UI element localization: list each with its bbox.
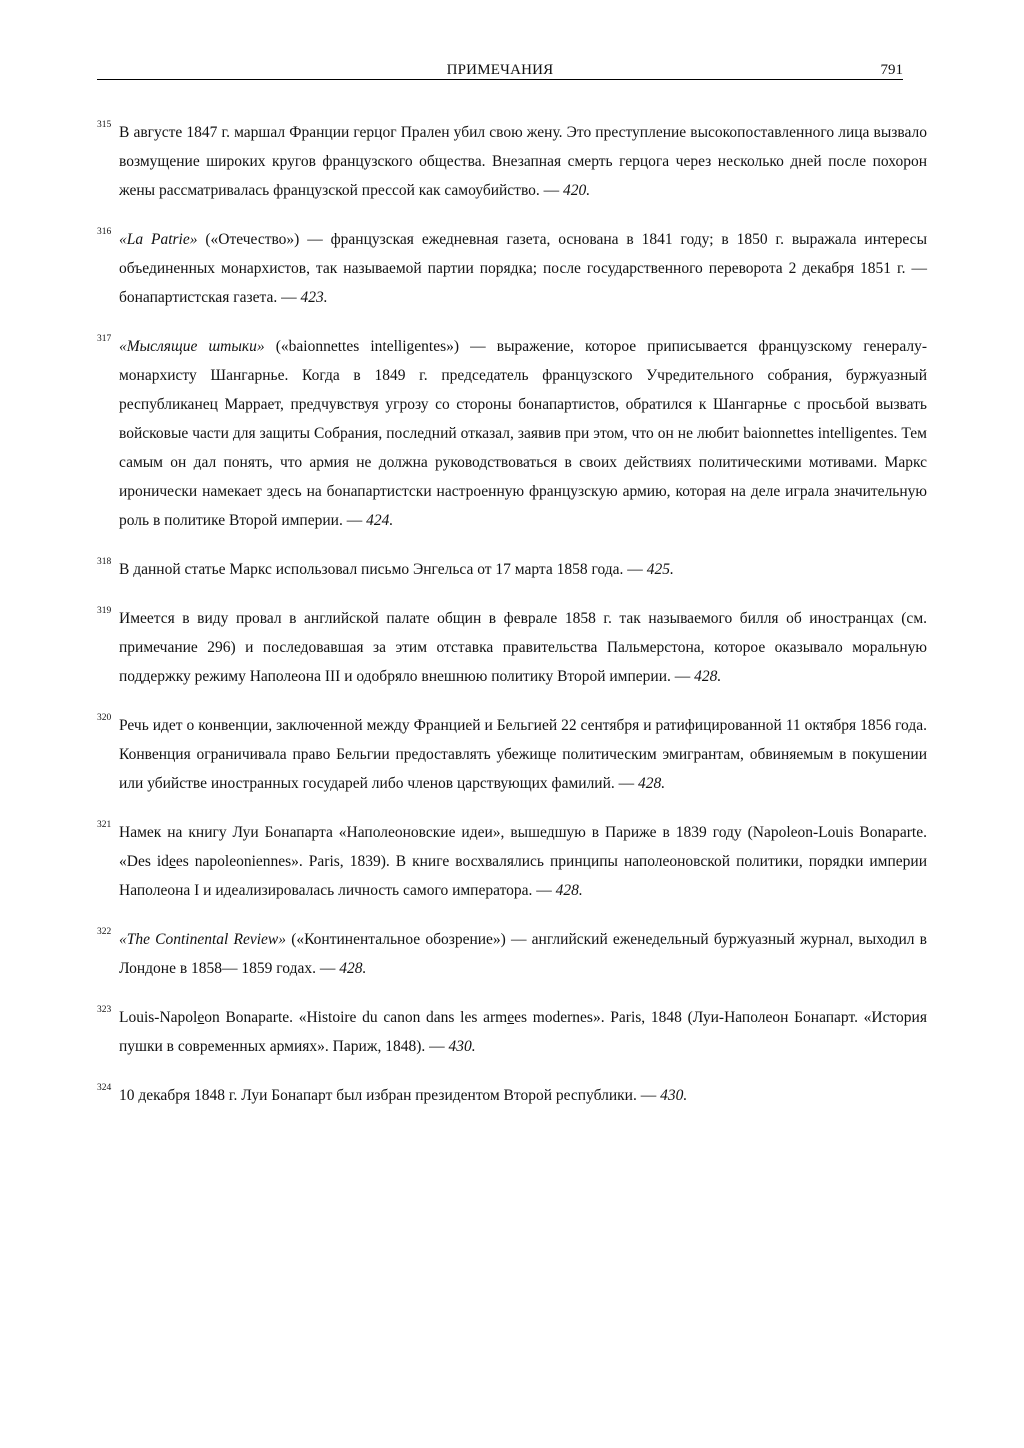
note-emphasis: 428. — [339, 960, 367, 977]
note-item — [97, 332, 927, 535]
note-text: В августе 1847 г. маршал Франции герцог Прален убил свою жену. Это преступление высокопоставленного лица вызвало возмущение широких кругов французского общества. Внезапная смерть герцога через несколько дней после похорон жены рассматривалась французской прессой как самоубийство. — — [119, 124, 927, 199]
note-text: on Bonaparte. «Histoire du canon dans les arm — [204, 1009, 508, 1026]
note-emphasis: 430. — [660, 1087, 688, 1104]
note-emphasis: 423. — [300, 289, 328, 306]
running-header — [97, 60, 903, 80]
note-number: 320 — [97, 713, 112, 723]
note-emphasis: 430. — [448, 1038, 476, 1055]
note-text: («Отечество») — французская ежедневная газета, основана в 1841 году; в 1850 г. выражала интересы объединенных монархистов, так называемой партии порядка; после государственного переворота 2 декабря 1851 г. — бонапартистская газета. — — [119, 231, 927, 306]
note-item — [97, 225, 927, 312]
note-number: 315 — [97, 120, 112, 130]
note-emphasis: «The Continental Review» — [119, 931, 287, 948]
note-text: («Континентальное обозрение») — английский еженедельный буржуазный журнал, выходил в Лондоне в 1858— 1859 годах. — — [119, 931, 927, 977]
note-emphasis: 425. — [646, 561, 674, 578]
note-item — [97, 118, 927, 205]
note-item — [97, 711, 927, 798]
note-underlined-letter: e — [197, 1009, 205, 1026]
note-text: («baionnettes intelligentes») — выражение, которое приписывается французскому генералу-монархисту Шангарнье. Когда в 1849 г. председатель французского Учредительного собрания, буржуазный республиканец Маррает, предчувствуя угрозу со стороны бонапартистов, обратился к Шангарнье с просьбой вызвать войсковые части для защиты Собрания, последний отказал, заявив при этом, что он не любит baionnettes intelligentes. Тем самым он дал понять, что армия не должна руководствоваться в своих действиях политическими мотивами. Маркс иронически намекает здесь на бонапартистски настроенную французскую армию, которая на деле играла значительную роль в политике Второй империи. — — [119, 338, 927, 529]
note-text: Речь идет о конвенции, заключенной между Францией и Бельгией 22 сентября и ратифицированной 11 октября 1856 года. Конвенция ограничивала право Бельгии предоставлять убежище политическим эмигрантам, обвиняемым в покушении или убийстве иностранных государей либо членов царствующих фамилий. — — [119, 717, 927, 792]
note-underlined-letter: e — [168, 853, 176, 870]
page-number: 791 — [880, 62, 903, 78]
note-number: 322 — [97, 927, 112, 937]
note-item — [97, 555, 927, 584]
note-number: 317 — [97, 334, 112, 344]
note-number: 324 — [97, 1083, 112, 1093]
note-text: В данной статье Маркс использовал письмо Энгельса от 17 марта 1858 года. — — [119, 561, 647, 578]
note-item — [97, 604, 927, 691]
note-text: Louis-Napol — [119, 1009, 198, 1026]
note-emphasis: 424. — [366, 512, 394, 529]
note-text: Имеется в виду провал в английской палате общин в феврале 1858 г. так называемого билля об иностранцах (см. примечание 296) и последовавшая за этим отставка правительства Пальмерстона, которое оказывало моральную поддержку режиму Наполеона III и одобряло внешнюю политику Второй империи. — — [119, 610, 927, 685]
note-text: Намек на книгу Луи Бонапарта «Наполеоновские идеи», вышедшую в Париже в 1839 году (Napoleon-Louis Bonaparte. «Des id — [119, 824, 927, 870]
note-emphasis: 428. — [555, 882, 583, 899]
note-emphasis: 428. — [694, 668, 722, 685]
notes-list — [97, 118, 927, 1130]
note-number: 318 — [97, 557, 112, 567]
note-emphasis: 420. — [563, 182, 591, 199]
note-item — [97, 925, 927, 983]
note-item — [97, 1081, 927, 1110]
note-text: es napoleoniennes». Paris, 1839). В книге восхвалялись принципы наполеоновской политики, порядки империи Наполеона I и идеализировалась личность самого императора. — — [119, 853, 927, 899]
note-text: 10 декабря 1848 г. Луи Бонапарт был избран президентом Второй республики. — — [119, 1087, 661, 1104]
note-emphasis: 428. — [638, 775, 666, 792]
note-emphasis: «Мыслящие штыки» — [119, 338, 265, 355]
note-item — [97, 818, 927, 905]
running-header-title: ПРИМЕЧАНИЯ — [446, 62, 554, 78]
note-item — [97, 1003, 927, 1061]
note-underlined-letter: e — [507, 1009, 515, 1026]
note-number: 316 — [97, 227, 112, 237]
note-number: 321 — [97, 820, 112, 830]
note-number: 323 — [97, 1005, 112, 1015]
note-emphasis: «La Patrie» — [119, 231, 198, 248]
note-text: es modernes». Paris, 1848 (Луи-Наполеон Бонапарт. «История пушки в современных армиях». Париж, 1848). — — [119, 1009, 927, 1055]
note-number: 319 — [97, 606, 112, 616]
